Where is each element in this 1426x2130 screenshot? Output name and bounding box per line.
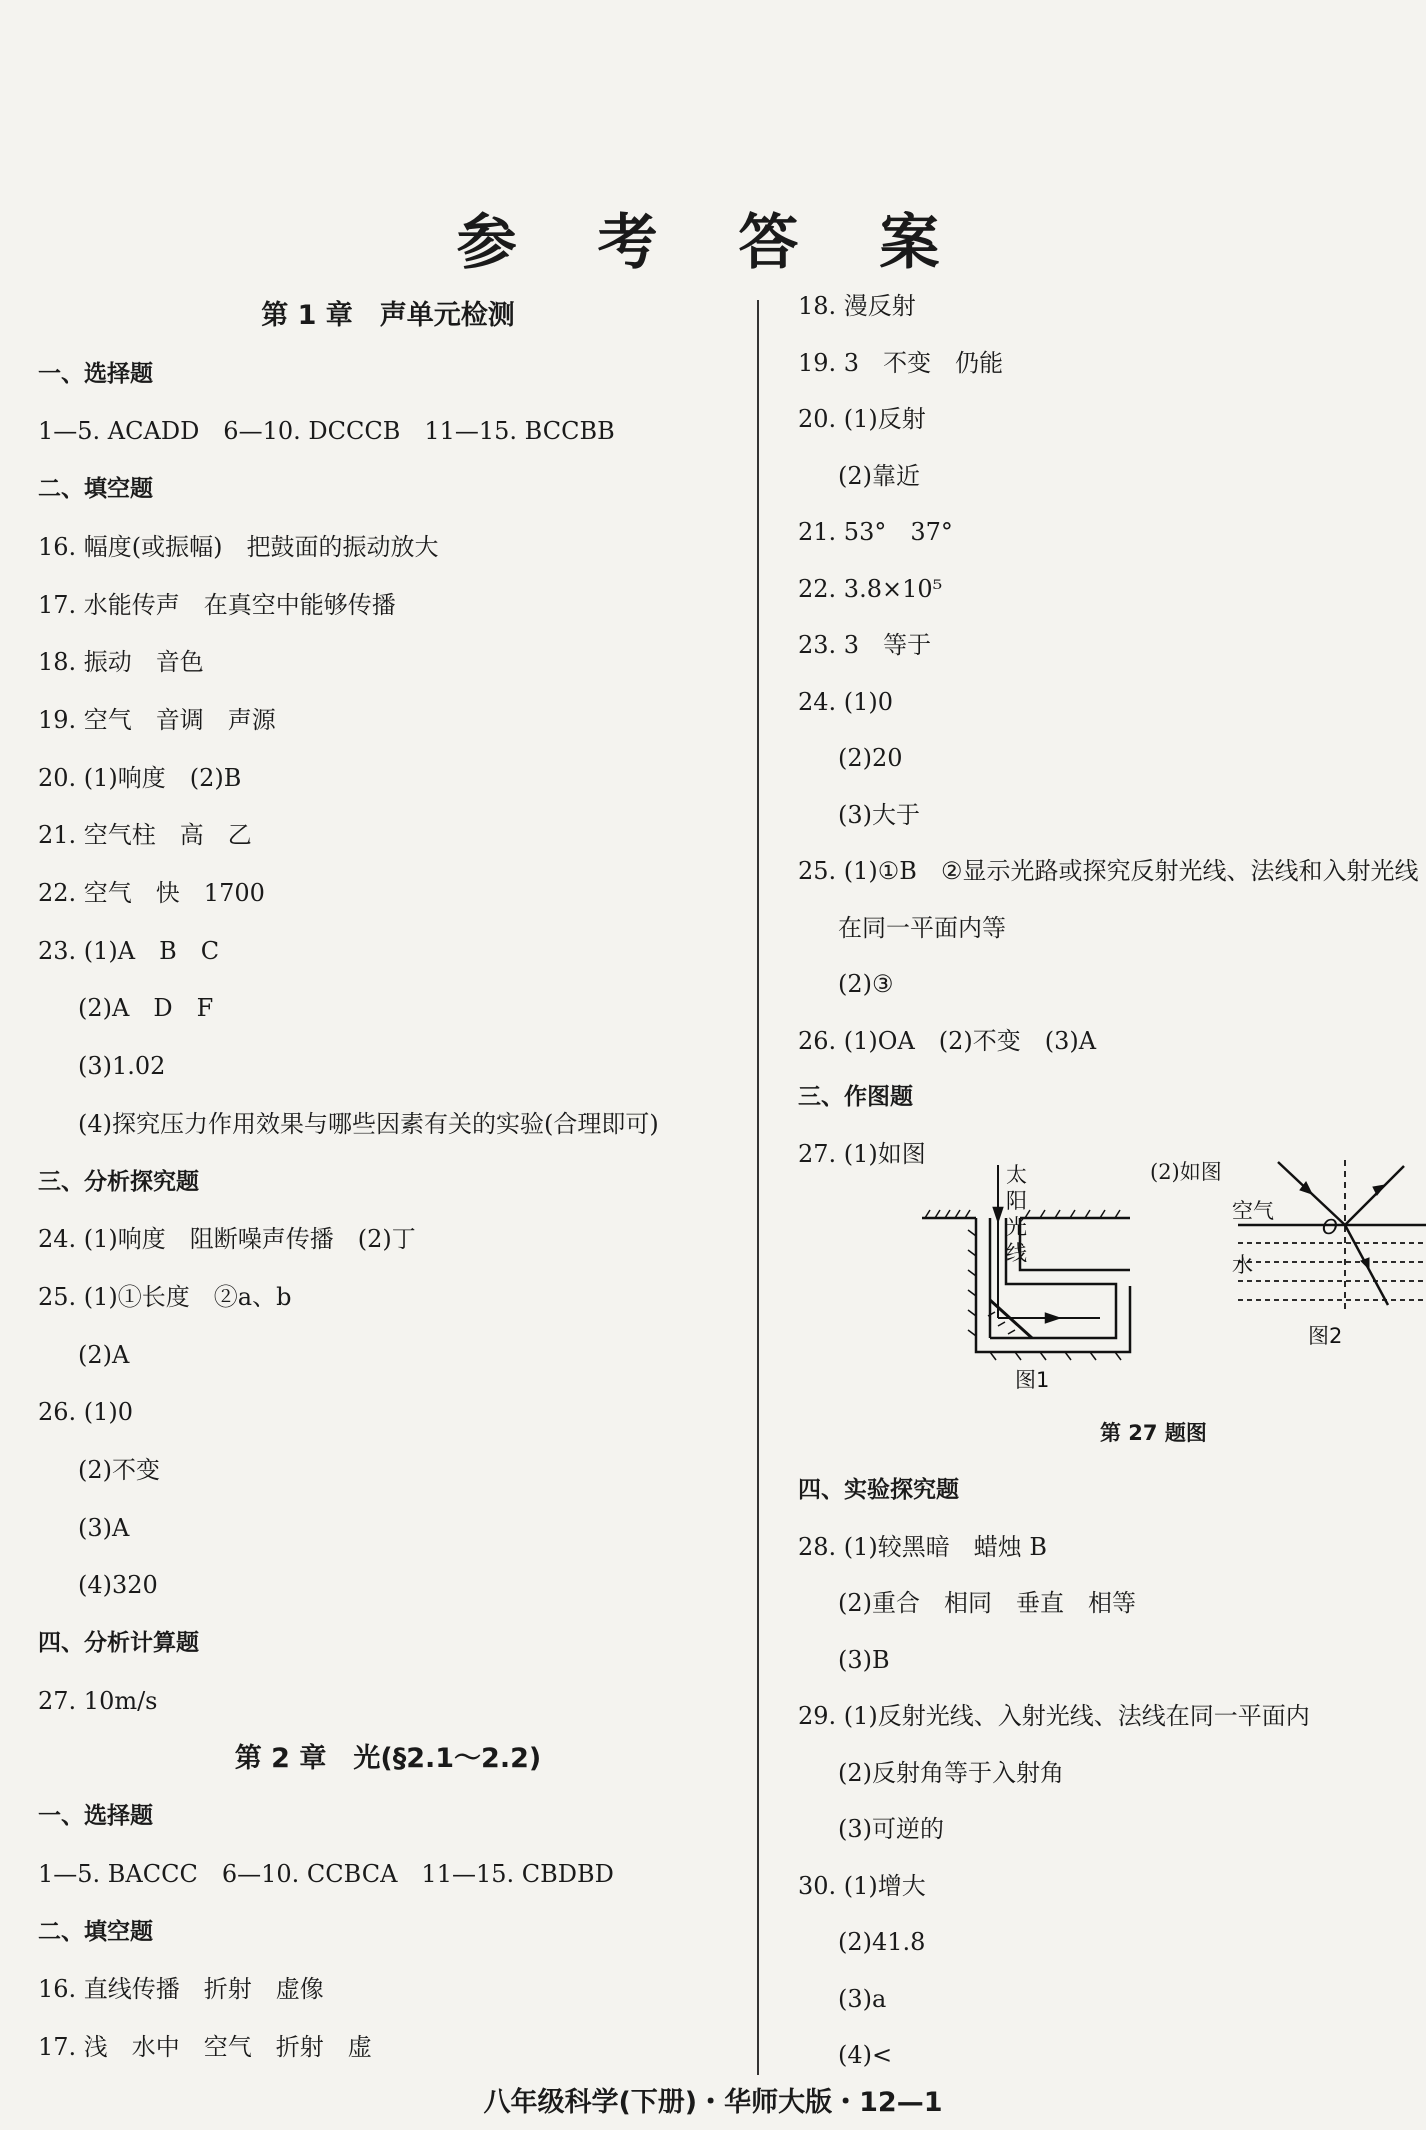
figure-caption: 第 27 题图 xyxy=(1100,1421,1207,1445)
answer-line: 21. 53° 37° xyxy=(798,518,953,546)
answer-line: (3)1.02 xyxy=(78,1052,166,1081)
answer-line: 26. (1)0 xyxy=(38,1398,134,1427)
fig2-caption: 图2 xyxy=(1308,1324,1343,1348)
answer-line: 28. (1)较黑暗 蜡烛 B xyxy=(798,1532,1048,1561)
answer-line: 18. 振动 音色 xyxy=(38,648,204,677)
answer-line: (4)探究压力作用效果与哪些因素有关的实验(合理即可) xyxy=(78,1109,659,1138)
answer-line: 1—5. BACCC 6—10. CCBCA 11—15. CBDBD xyxy=(38,1859,614,1888)
figure-27 xyxy=(800,1150,1426,1450)
answer-line: (2)41.8 xyxy=(838,1928,926,1956)
chapter-heading: 第 1 章 声单元检测 xyxy=(261,300,515,331)
answer-line: (2)A xyxy=(78,1340,130,1369)
answer-line: 23. (1)A B C xyxy=(38,936,220,965)
answer-line: (3)可逆的 xyxy=(838,1815,944,1843)
answer-line: (3)a xyxy=(838,1984,887,2013)
section-heading: 四、实验探究题 xyxy=(798,1477,959,1503)
answer-line: 30. (1)增大 xyxy=(798,1871,926,1900)
answer-line: 24. (1)0 xyxy=(798,687,894,716)
answer-line: (2)不变 xyxy=(78,1456,160,1484)
answer-line: 16. 直线传播 折射 虚像 xyxy=(38,1975,324,2004)
answer-line: (2)重合 相同 垂直 相等 xyxy=(838,1589,1136,1617)
answer-line: (4)< xyxy=(838,2041,893,2069)
answer-line: 29. (1)反射光线、入射光线、法线在同一平面内 xyxy=(798,1702,1310,1730)
answer-line: 在同一平面内等 xyxy=(838,913,1006,942)
answer-line: 20. (1)响度 (2)B xyxy=(38,763,242,792)
fig2-point-o: O xyxy=(1322,1215,1338,1239)
answer-line: 23. 3 等于 xyxy=(798,631,932,659)
section-heading: 三、分析探究题 xyxy=(38,1168,199,1195)
answer-line: (3)大于 xyxy=(838,800,920,829)
answer-line: 25. (1)①B ②显示光路或探究反射光线、法线和入射光线 xyxy=(798,857,1419,885)
section-heading: 一、选择题 xyxy=(38,360,153,387)
answer-line: 24. (1)响度 阻断噪声传播 (2)丁 xyxy=(38,1225,416,1254)
section-heading: 二、填空题 xyxy=(38,1918,153,1945)
answer-line: 26. (1)OA (2)不变 (3)A xyxy=(798,1026,1097,1055)
answer-line: (3)A xyxy=(78,1513,130,1542)
answer-line: 27. (1)如图 xyxy=(798,1139,926,1168)
fig1-label-yang: 阳 xyxy=(1006,1189,1027,1213)
answer-line: (2)A D F xyxy=(78,994,214,1023)
answer-line: 16. 幅度(或振幅) 把鼓面的振动放大 xyxy=(38,532,439,561)
answer-line: 17. 浅 水中 空气 折射 虚 xyxy=(38,2033,372,2061)
fig1-label-light: 光 xyxy=(1006,1215,1027,1239)
answer-line: (2)靠近 xyxy=(838,461,920,490)
page-title: 参 考 答 案 xyxy=(456,208,970,278)
figure-27-drawing xyxy=(800,1150,1426,1410)
section-heading: 四、分析计算题 xyxy=(38,1630,199,1657)
page-footer: 八年级科学(下册)・华师大版・12—1 xyxy=(483,2087,943,2118)
answer-line: (2)反射角等于入射角 xyxy=(838,1758,1064,1787)
answer-line: (3)B xyxy=(838,1645,890,1674)
section-heading: 二、填空题 xyxy=(38,476,153,503)
answer-line: 21. 空气柱 高 乙 xyxy=(38,821,252,850)
answer-line: 19. 空气 音调 声源 xyxy=(38,705,276,734)
answer-line: 18. 漫反射 xyxy=(798,292,916,320)
column-divider xyxy=(757,300,759,2075)
section-heading: 三、作图题 xyxy=(798,1084,913,1110)
answer-line: 25. (1)①长度 ②a、b xyxy=(38,1282,292,1311)
answer-line: 19. 3 不变 仍能 xyxy=(798,348,1004,377)
answer-line: 20. (1)反射 xyxy=(798,405,926,433)
fig2-label-water: 水 xyxy=(1232,1253,1253,1277)
answer-line: 1—5. ACADD 6—10. DCCCB 11—15. BCCBB xyxy=(38,417,615,446)
section-heading: 一、选择题 xyxy=(38,1803,153,1830)
answer-line: (4)320 xyxy=(78,1571,158,1600)
fig2-label-air: 空气 xyxy=(1232,1199,1274,1223)
answer-line: 17. 水能传声 在真空中能够传播 xyxy=(38,590,396,619)
answer-line: (2)20 xyxy=(838,744,903,772)
answer-line: 27. 10m/s xyxy=(38,1686,158,1715)
fig1-caption: 图1 xyxy=(1015,1368,1050,1392)
chapter-heading: 第 2 章 光(§2.1～2.2) xyxy=(234,1742,542,1774)
fig1-label-ray: 线 xyxy=(1006,1241,1027,1265)
answer-line: (2)③ xyxy=(838,970,894,998)
figure-part2-label: (2)如图 xyxy=(1150,1160,1222,1184)
answer-line: 22. 空气 快 1700 xyxy=(38,879,265,907)
answer-line: 22. 3.8×10⁵ xyxy=(798,574,943,603)
fig1-label-sun: 太 xyxy=(1006,1163,1027,1187)
